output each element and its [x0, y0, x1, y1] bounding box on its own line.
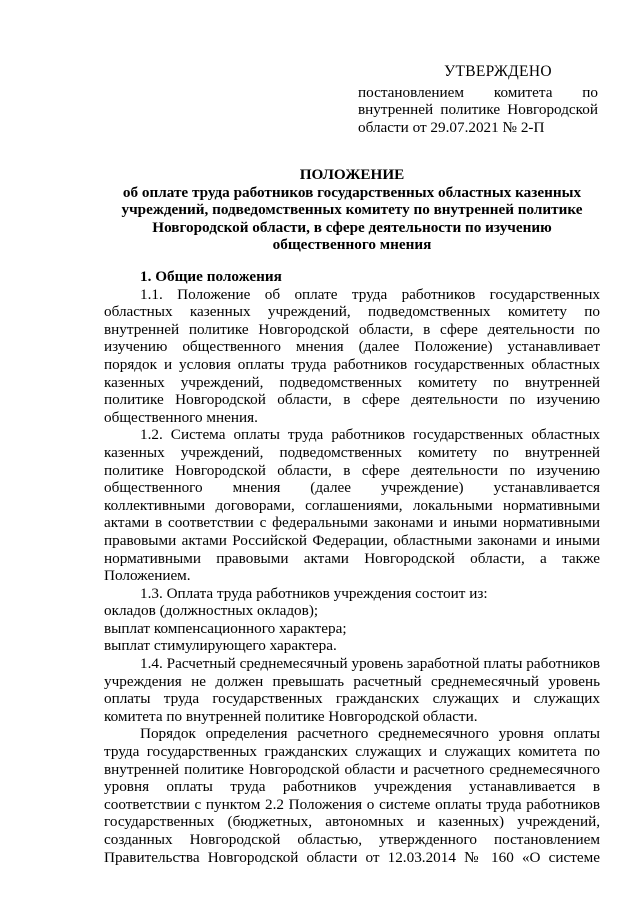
approval-heading: УТВЕРЖДЕНО: [444, 63, 552, 80]
paragraph-1-4: 1.4. Расчетный среднемесячный уровень заработной платы работников учреждения не должен превышать расчетный среднемесячный уровень оплаты труда государственных гражданских служащих и служащих комитета по внутренней политике Новгородской области.: [104, 655, 600, 725]
list-item: выплат стимулирующего характера.: [104, 637, 337, 655]
section-heading: 1. Общие положения: [140, 268, 282, 285]
approval-stamp: [358, 63, 598, 136]
paragraph-1-2: 1.2. Система оплаты труда работников государственных областных казенных учреждений, подведомственных комитету по внутренней политике Новгородской области, в сфере деятельности по изучению общественного мнения (далее учреждение) устанавливается коллективными договорами, соглашениями, локальными нормативными актами в соответствии с федеральными законами и иными нормативными правовыми актами Российской Федерации, областными законами и иными нормативными правовыми актами Новгородской области, а также Положением.: [104, 426, 600, 585]
paragraph-order: Порядок определения расчетного среднемесячного уровня оплаты труда государственных гражданских служащих и служащих комитета по внутренней политике Новгородской области и расчетного среднемесячного уровня оплаты труда работников учреждения устанавливается в соответствии с пунктом 2.2 Положения о системе оплаты труда работников государственных (бюджетных, автономных и казенных) учреждений, созданных Новгородской областью, утвержденного постановлением Правительства Новгородской области от 12.03.2014 № 160 «О системе: [104, 725, 600, 866]
approval-text: постановлением комитета по внутренней политике Новгородской области от 29.07.2021 № 2-П: [358, 83, 598, 136]
title-line-1: ПОЛОЖЕНИЕ: [299, 166, 405, 183]
document-title: [104, 166, 600, 254]
paragraph-1-1: 1.1. Положение об оплате труда работников государственных областных казенных учреждений, подведомственных комитету по внутренней политике Новгородской области, в сфере деятельности по изучению общественного мнения (далее Положение) устанавливает порядок и условия оплаты труда работников государственных областных казенных учреждений, подведомственных комитету по внутренней политике Новгородской области, в сфере деятельности по изучению общественного мнения.: [104, 285, 600, 426]
list-item: окладов (должностных окладов);: [104, 602, 319, 620]
paragraph-1-3: 1.3. Оплата труда работников учреждения состоит из:: [140, 584, 488, 602]
document-body: [104, 268, 600, 866]
list-item: выплат компенсационного характера;: [104, 619, 347, 637]
title-line-2: об оплате труда работников государственных областных казенных учреждений, подведомственных комитету по внутренней политике Новгородской области, в сфере деятельности по изучению общественного мнения: [121, 183, 583, 254]
